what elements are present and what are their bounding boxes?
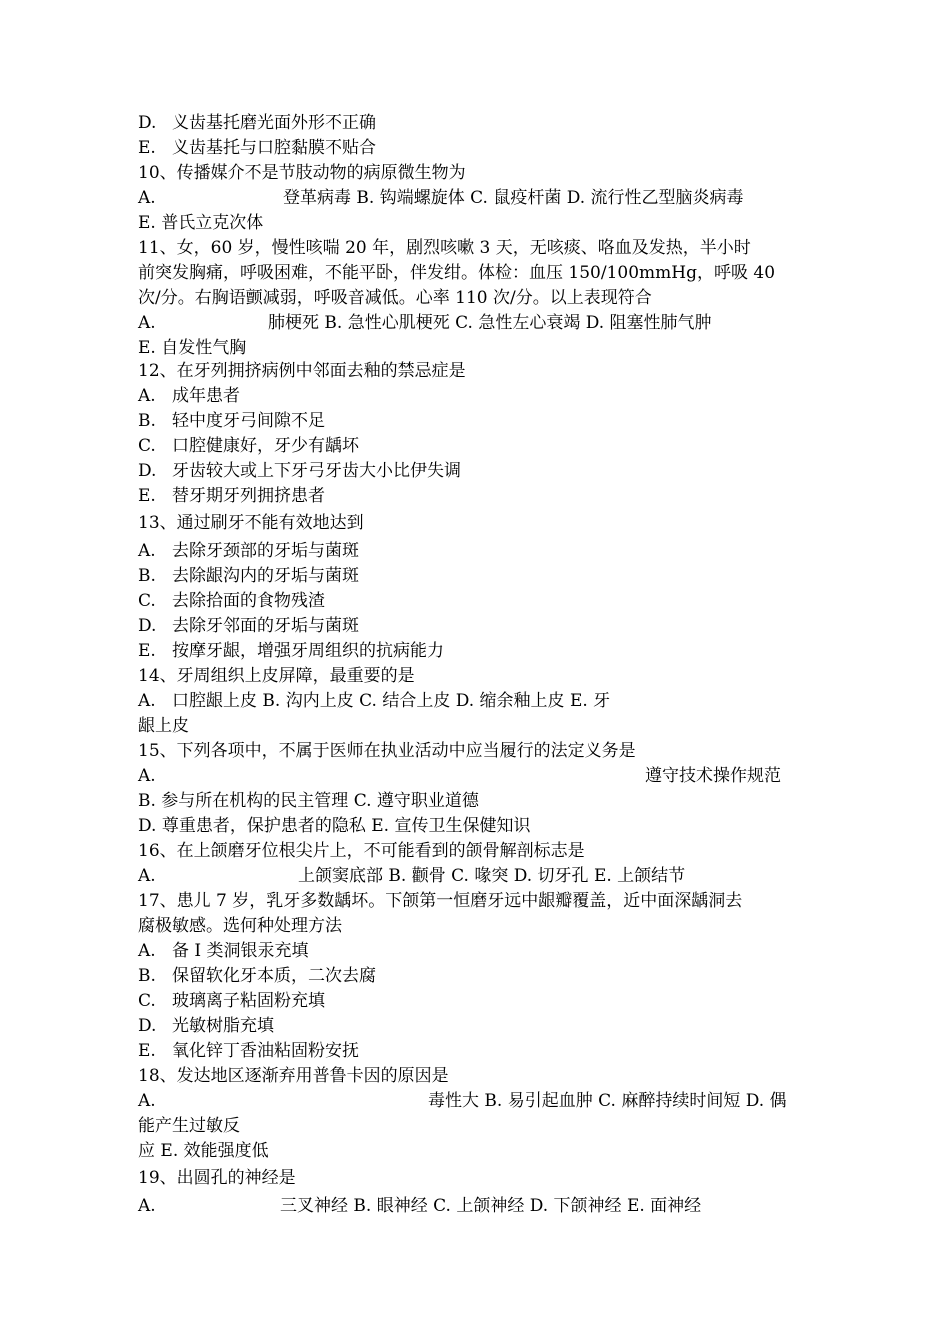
question-15-options: A. 遵守技术操作规范 [138,766,781,786]
question-11-options-cont: E. 自发性气胸 [138,338,247,358]
option-17-e: E. 氧化锌丁香油粘固粉安抚 [138,1041,359,1061]
option-17-a: A. 备 I 类洞银汞充填 [138,941,309,961]
option-9-d: D. 义齿基托磨光面外形不正确 [138,113,376,133]
question-15-stem: 15、下列各项中，不属于医师在执业活动中应当履行的法定义务是 [138,741,636,761]
question-16-stem: 16、在上颌磨牙位根尖片上，不可能看到的颌骨解剖标志是 [138,841,585,861]
question-11-options: A. 肺梗死 B. 急性心肌梗死 C. 急性左心衰竭 D. 阻塞性肺气肿 [138,313,712,333]
question-14-options: A. 口腔龈上皮 B. 沟内上皮 C. 结合上皮 D. 缩余釉上皮 E. 牙 [138,691,611,711]
option-13-a: A. 去除牙颈部的牙垢与菌斑 [138,541,359,561]
question-13-stem: 13、通过刷牙不能有效地达到 [138,513,364,533]
question-14-options-cont: 龈上皮 [138,716,189,736]
question-18-options-cont2: 应 E. 效能强度低 [138,1141,269,1161]
question-17-stem-cont: 腐极敏感。选何种处理方法 [138,916,342,936]
option-12-a: A. 成年患者 [138,386,240,406]
option-12-d: D. 牙齿较大或上下牙弓牙齿大小比伊失调 [138,461,461,481]
option-13-e: E. 按摩牙龈，增强牙周组织的抗病能力 [138,641,444,661]
option-12-c: C. 口腔健康好，牙少有龋坏 [138,436,359,456]
option-17-b: B. 保留软化牙本质，二次去腐 [138,966,376,986]
question-19-stem: 19、出圆孔的神经是 [138,1168,296,1188]
question-19-options: A. 三叉神经 B. 眼神经 C. 上颌神经 D. 下颌神经 E. 面神经 [138,1196,702,1216]
question-10-options: A. 登革病毒 B. 钩端螺旋体 C. 鼠疫杆菌 D. 流行性乙型脑炎病毒 [138,188,744,208]
question-14-stem: 14、牙周组织上皮屏障，最重要的是 [138,666,415,686]
question-11-stem: 11、女，60 岁，慢性咳喘 20 年，剧烈咳嗽 3 天，无咳痰、咯血及发热，半小时 [138,238,751,258]
question-18-options: A. 毒性大 B. 易引起血肿 C. 麻醉持续时间短 D. 偶 [138,1091,787,1111]
question-11-stem-cont: 前突发胸痛，呼吸困难，不能平卧，伴发绀。体检：血压 150/100mmHg，呼吸 40 [138,263,776,283]
option-13-d: D. 去除牙邻面的牙垢与菌斑 [138,616,359,636]
option-9-e: E. 义齿基托与口腔黏膜不贴合 [138,138,376,158]
option-12-b: B. 轻中度牙弓间隙不足 [138,411,325,431]
question-15-options-cont2: D. 尊重患者，保护患者的隐私 E. 宣传卫生保健知识 [138,816,531,836]
question-17-stem: 17、患儿 7 岁，乳牙多数龋坏。下颌第一恒磨牙远中龈瓣覆盖，近中面深龋洞去 [138,891,743,911]
question-10-options-cont: E. 普氏立克次体 [138,213,264,233]
question-10-stem: 10、传播媒介不是节肢动物的病原微生物为 [138,163,466,183]
question-18-stem: 18、发达地区逐渐弃用普鲁卡因的原因是 [138,1066,449,1086]
question-16-options: A. 上颌窦底部 B. 颧骨 C. 喙突 D. 切牙孔 E. 上颌结节 [138,866,686,886]
option-17-d: D. 光敏树脂充填 [138,1016,274,1036]
question-12-stem: 12、在牙列拥挤病例中邻面去釉的禁忌症是 [138,361,466,381]
option-13-c: C. 去除拾面的食物残渣 [138,591,325,611]
option-13-b: B. 去除龈沟内的牙垢与菌斑 [138,566,359,586]
question-15-options-cont: B. 参与所在机构的民主管理 C. 遵守职业道德 [138,791,479,811]
option-17-c: C. 玻璃离子粘固粉充填 [138,991,325,1011]
option-12-e: E. 替牙期牙列拥挤患者 [138,486,325,506]
question-11-stem-cont2: 次/分。右胸语颤减弱，呼吸音减低。心率 110 次/分。以上表现符合 [138,288,652,308]
question-18-options-cont: 能产生过敏反 [138,1116,240,1136]
